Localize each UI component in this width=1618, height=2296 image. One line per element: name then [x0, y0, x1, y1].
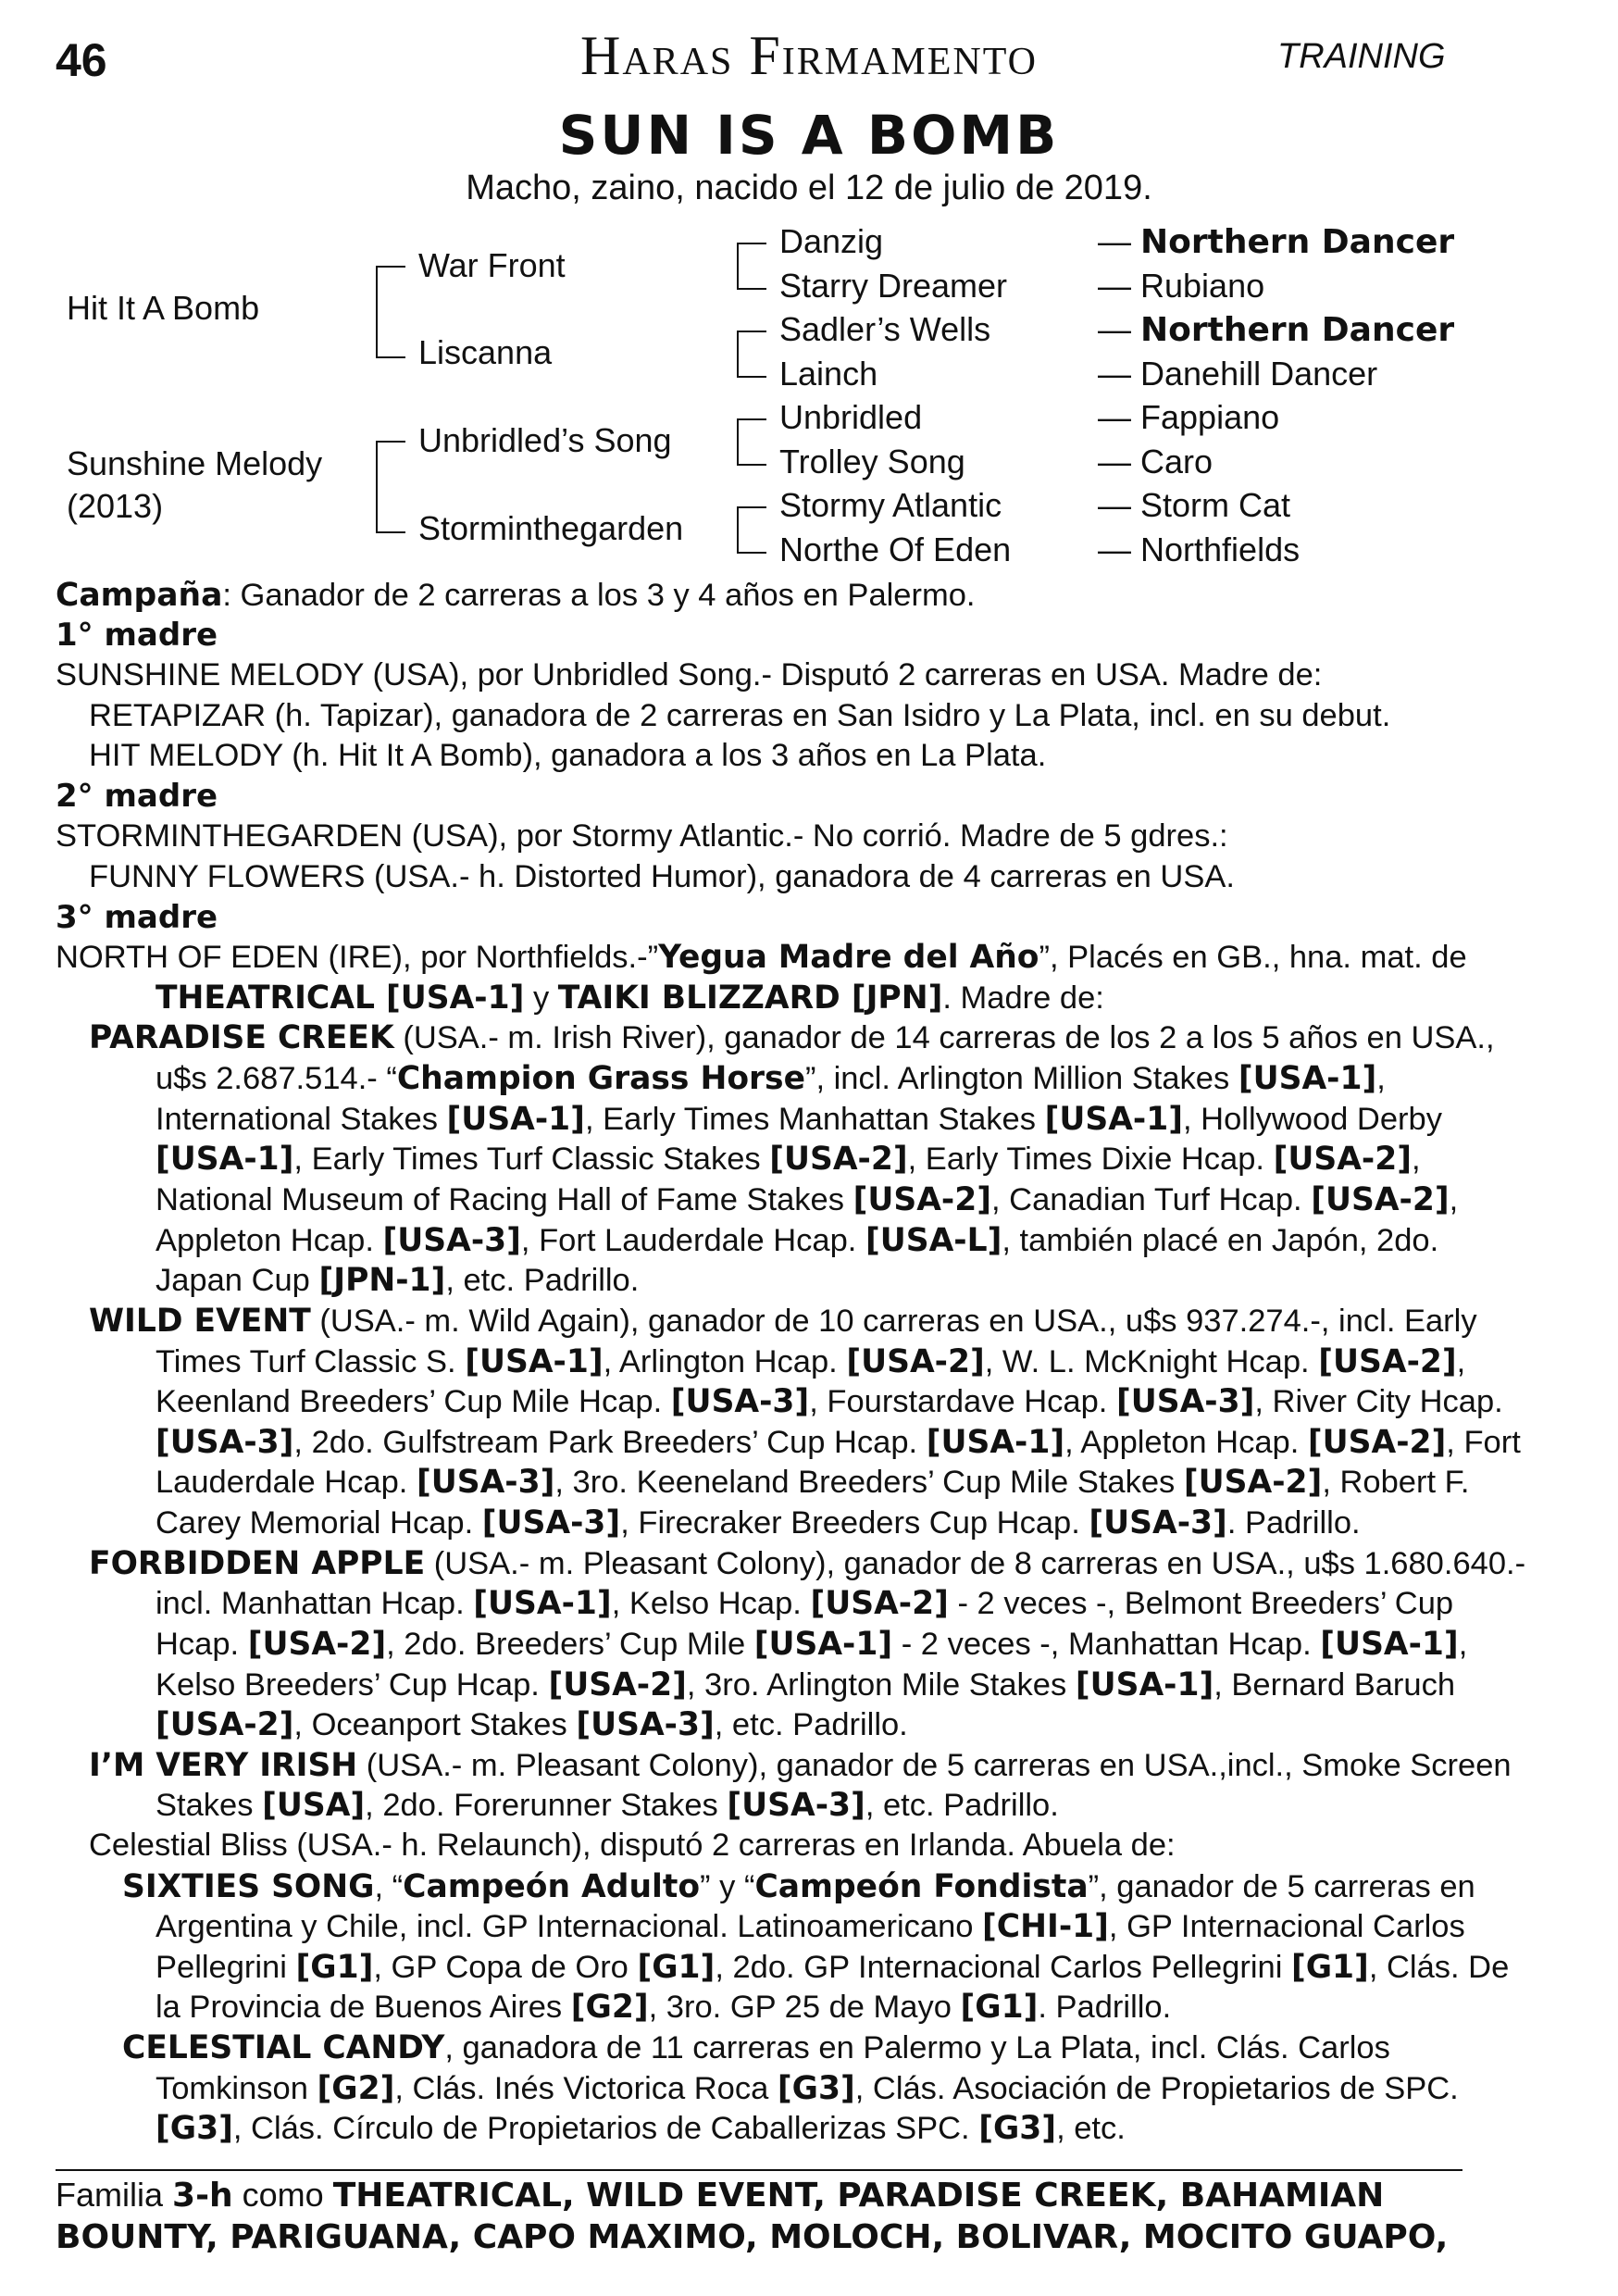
pedigree-g4-2: — Rubiano	[1098, 267, 1265, 305]
pedigree-g3-4: Lainch	[779, 355, 878, 393]
forbidden-apple-line: FORBIDDEN APPLE (USA.- m. Pleasant Colony), ganador de 8 carreras en USA., u$s 1.680.640.-	[89, 1545, 1526, 1582]
sixties-song-line: la Provincia de Buenos Aires [G2], 3ro. GP 25 de Mayo [G1]. Padrillo.	[156, 1989, 1172, 2026]
pedigree-g4-3: — Northern Dancer	[1098, 310, 1455, 349]
paradise-creek-line: u$s 2.687.514.- “Champion Grass Horse”, incl. Arlington Million Stakes [USA-1],	[156, 1060, 1386, 1097]
forbidden-apple-line: Hcap. [USA-2], 2do. Breeders’ Cup Mile [USA-1] - 2 veces -, Manhattan Hcap. [USA-1],	[156, 1626, 1468, 1663]
pedigree-g4-7: — Storm Cat	[1098, 486, 1291, 524]
pedigree-g3-8: Northe Of Eden	[779, 530, 1012, 568]
celestial-bliss-line: Celestial Bliss (USA.- h. Relaunch), disputó 2 carreras en Irlanda. Abuela de:	[89, 1828, 1176, 1863]
sixties-song-line: SIXTIES SONG, “Campeón Adulto” y “Campeón Fondista”, ganador de 5 carreras en	[122, 1868, 1475, 1905]
pedigree-dam: Sunshine Melody	[67, 444, 323, 482]
pedigree-g3-6: Trolley Song	[779, 443, 965, 480]
wild-event-line: Carey Memorial Hcap. [USA-3], Firecraker Breeders Cup Hcap. [USA-3]. Padrillo.	[156, 1504, 1361, 1541]
pedigree-g3-5: Unbridled	[779, 398, 923, 436]
wild-event-line: Times Turf Classic S. [USA-1], Arlington Hcap. [USA-2], W. L. McKnight Hcap. [USA-2],	[156, 1343, 1466, 1380]
forbidden-apple-line: incl. Manhattan Hcap. [USA-1], Kelso Hcap. [USA-2] - 2 veces -, Belmont Breeders’ Cup	[156, 1585, 1454, 1622]
forbidden-apple-line: [USA-2], Oceanport Stakes [USA-3], etc. Padrillo.	[156, 1706, 908, 1743]
dam1-line: HIT MELODY (h. Hit It A Bomb), ganadora a los 3 años en La Plata.	[89, 738, 1047, 773]
pedigree-g4-5: — Fappiano	[1098, 398, 1280, 436]
pedigree-bracket	[737, 331, 766, 378]
divider	[56, 2169, 1462, 2171]
pedigree-g4-6: — Caro	[1098, 443, 1214, 480]
campaign-line: Campaña: Ganador de 2 carreras a los 3 y 4 años en Palermo.	[56, 577, 976, 614]
wild-event-line: [USA-3], 2do. Gulfstream Park Breeders’ Cup Hcap. [USA-1], Appleton Hcap. [USA-2], Fort	[156, 1424, 1521, 1461]
paradise-creek-line: Appleton Hcap. [USA-3], Fort Lauderdale Hcap. [USA-L], también placé en Japón, 2do.	[156, 1222, 1439, 1259]
paradise-creek-line: National Museum of Racing Hall of Fame Stakes [USA-2], Canadian Turf Hcap. [USA-2],	[156, 1181, 1459, 1218]
celestial-candy-line: CELESTIAL CANDY, ganadora de 11 carreras en Palermo y La Plata, incl. Clás. Carlos	[122, 2029, 1390, 2066]
paradise-creek-line: [USA-1], Early Times Turf Classic Stakes [USA-2], Early Times Dixie Hcap. [USA-2],	[156, 1141, 1421, 1178]
pedigree-bracket	[737, 506, 766, 554]
pedigree-sire: Hit It A Bomb	[67, 289, 260, 327]
dam1-heading: 1° madre	[56, 617, 218, 654]
family-line: Familia 3-h como THEATRICAL, WILD EVENT, PARADISE CREEK, BAHAMIAN	[56, 2176, 1385, 2215]
forbidden-apple-line: Kelso Breeders’ Cup Hcap. [USA-2], 3ro. Arlington Mile Stakes [USA-1], Bernard Baruch	[156, 1666, 1456, 1703]
dam2-heading: 2° madre	[56, 778, 218, 815]
pedigree-g4-4: — Danehill Dancer	[1098, 355, 1378, 393]
pedigree-g4-8: — Northfields	[1098, 530, 1301, 568]
pedigree-g2-4: Storminthegarden	[418, 509, 684, 547]
family-line: BOUNTY, PARIGUANA, CAPO MAXIMO, MOLOCH, BOLIVAR, MOCITO GUAPO,	[56, 2218, 1449, 2256]
dam2-line: STORMINTHEGARDEN (USA), por Stormy Atlantic.- No corrió. Madre de 5 gdres.:	[56, 818, 1228, 854]
wild-event-line: WILD EVENT (USA.- m. Wild Again), ganador de 10 carreras en USA., u$s 937.274.-, incl. Early	[89, 1303, 1477, 1340]
dam1-line: RETAPIZAR (h. Tapizar), ganadora de 2 carreras en San Isidro y La Plata, incl. en su debut.	[89, 698, 1391, 733]
pedigree-bracket	[737, 243, 766, 290]
very-irish-line: I’M VERY IRISH (USA.- m. Pleasant Colony), ganador de 5 carreras en USA.,incl., Smoke Screen	[89, 1747, 1512, 1784]
wild-event-line: Lauderdale Hcap. [USA-3], 3ro. Keeneland Breeders’ Cup Mile Stakes [USA-2], Robert F.	[156, 1464, 1470, 1501]
section-label: TRAINING	[1277, 37, 1446, 76]
page-number: 46	[56, 34, 107, 86]
pedigree-g2-3: Unbridled’s Song	[418, 421, 672, 459]
celestial-candy-line: [G3], Clás. Círculo de Propietarios de Caballerizas SPC. [G3], etc.	[156, 2110, 1126, 2147]
pedigree-g3-3: Sadler’s Wells	[779, 310, 991, 348]
farm-name: Haras Firmamento	[580, 25, 1038, 86]
pedigree-g3-7: Stormy Atlantic	[779, 486, 1002, 524]
paradise-creek-line: PARADISE CREEK (USA.- m. Irish River), ganador de 14 carreras de los 2 a los 5 años en USA.,	[89, 1019, 1495, 1056]
pedigree-g3-2: Starry Dreamer	[779, 267, 1008, 305]
dam3-intro2: THEATRICAL [USA-1] y TAIKI BLIZZARD [JPN]. Madre de:	[156, 980, 1104, 1017]
dam3-heading: 3° madre	[56, 899, 218, 936]
horse-name: SUN IS A BOMB	[558, 104, 1060, 167]
horse-description: Macho, zaino, nacido el 12 de julio de 2019.	[466, 168, 1152, 207]
dam3-intro: NORTH OF EDEN (IRE), por Northfields.-”Yegua Madre del Año”, Placés en GB., hna. mat. de	[56, 939, 1467, 976]
pedigree-g2-1: War Front	[418, 246, 566, 284]
dam1-line: SUNSHINE MELODY (USA), por Unbridled Song.- Disputó 2 carreras en USA. Madre de:	[56, 657, 1323, 693]
sixties-song-line: Pellegrini [G1], GP Copa de Oro [G1], 2do. GP Internacional Carlos Pellegrini [G1], Clás. De	[156, 1949, 1510, 1986]
pedigree-bracket	[376, 266, 405, 358]
pedigree-g3-1: Danzig	[779, 222, 884, 260]
pedigree-bracket	[376, 441, 405, 533]
paradise-creek-line: Japan Cup [JPN-1], etc. Padrillo.	[156, 1262, 640, 1299]
pedigree-g4-1: — Northern Dancer	[1098, 222, 1455, 261]
pedigree-g2-2: Liscanna	[418, 333, 553, 371]
paradise-creek-line: International Stakes [USA-1], Early Times Manhattan Stakes [USA-1], Hollywood Derby	[156, 1101, 1442, 1138]
dam2-line: FUNNY FLOWERS (USA.- h. Distorted Humor), ganadora de 4 carreras en USA.	[89, 859, 1235, 894]
wild-event-line: Keenland Breeders’ Cup Mile Hcap. [USA-3], Fourstardave Hcap. [USA-3], River City Hcap.	[156, 1383, 1503, 1420]
pedigree-dam-year: (2013)	[67, 487, 164, 525]
very-irish-line: Stakes [USA], 2do. Forerunner Stakes [USA-3], etc. Padrillo.	[156, 1787, 1059, 1824]
sixties-song-line: Argentina y Chile, incl. GP Internacional. Latinoamericano [CHI-1], GP Internacional Carlos	[156, 1908, 1465, 1945]
celestial-candy-line: Tomkinson [G2], Clás. Inés Victorica Roca [G3], Clás. Asociación de Propietarios de SPC.	[156, 2070, 1459, 2107]
pedigree-bracket	[737, 418, 766, 466]
